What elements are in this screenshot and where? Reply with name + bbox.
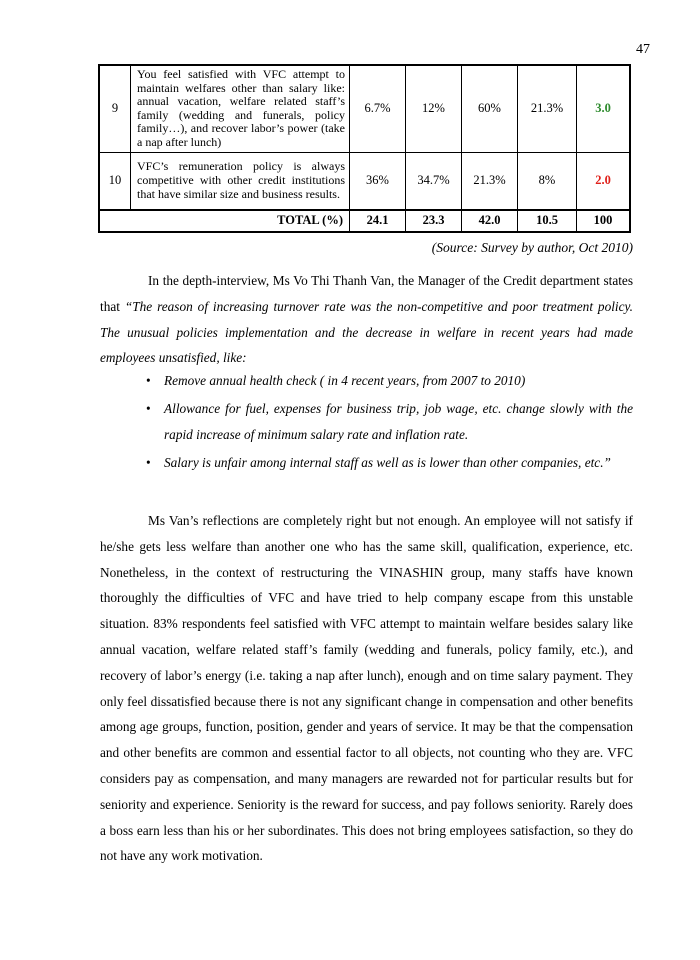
total-v3: 42.0 [462,210,518,232]
cell-strongly-disagree: 6.7% [350,65,406,152]
paragraph-lead: In the depth-interview, Ms Vo Thi Thanh Van, the Manager of the Credit department states that [100,273,633,314]
paragraph-analysis [100,508,633,869]
total-label: TOTAL (%) [99,210,350,232]
table-total-row [99,210,630,232]
bullet-dot-icon: • [146,455,151,470]
total-v4: 10.5 [518,210,577,232]
bullet-dot-icon: • [146,373,151,388]
paragraph-interview [100,268,633,371]
source-note: (Source: Survey by author, Oct 2010) [431,240,633,255]
row-number: 9 [99,65,131,152]
cell-agree: 60% [462,65,518,152]
paragraph-quote: “The reason of increasing turnover rate was the non-competitive and poor treatment policy. The unusual policies implementation and the decrease in welfare in recent years had made employees unsatisfied, like: [100,298,634,366]
row-number: 10 [99,152,131,210]
row-statement: VFC’s remuneration policy is always competitive with other credit institutions that have similar size and business results. [131,152,350,210]
list-item [100,450,633,476]
total-v2: 23.3 [406,210,462,232]
bullet-dot-icon: • [146,401,151,416]
list-item-text: Salary is unfair among internal staff as well as is lower than other companies, etc.” [164,455,611,470]
cell-disagree: 34.7% [406,152,462,210]
cell-mean: 3.0 [577,65,631,152]
page-number: 47 [636,42,650,57]
total-v1: 24.1 [350,210,406,232]
cell-strongly-agree: 21.3% [518,65,577,152]
list-item-text: Allowance for fuel, expenses for business trip, job wage, etc. change slowly with the rapid increase of minimum salary rate and inflation rate. [164,401,633,442]
cell-mean: 2.0 [577,152,631,210]
list-item [100,396,633,448]
bullet-list [100,368,633,476]
cell-agree: 21.3% [462,152,518,210]
table-row [99,152,630,210]
cell-strongly-disagree: 36% [350,152,406,210]
cell-strongly-agree: 8% [518,152,577,210]
table-row [99,65,630,152]
paragraph-analysis-text: Ms Van’s reflections are completely right but not enough. An employee will not satisfy if he/she gets less welfare than another one who has the same skill, qualification, experience, etc. Nonetheless, in the context of restructuring the VINASHIN group, many staffs have known thoroughly the difficulties of VFC and have tried to help company escape from this unstable situation. 83% respondents feel satisfied with VFC attempt to maintain welfare besides salary like annual vacation, welfare related staff’s family (wedding and funerals, policy family, etc.), and recovery of labor’s energy (i.e. taking a nap after lunch), enough and on time salary payment. They only feel dissatisfied because there is not any significant change in compensation and other benefits among age groups, function, position, gender and years of service. It may be that the compensation and other benefits are common and essential factor to all objects, not counting who they are. VFC considers pay as compensation, and many managers are rewarded not for particular results but for seniority and experience. Seniority is the reward for success, and pay follows seniority. Rarely does a boss earn less than his or her subordinates. This does not bring employees satisfaction, so they do not have any work motivation. [100,513,633,864]
list-item [100,368,633,394]
list-item-text: Remove annual health check ( in 4 recent years, from 2007 to 2010) [164,373,526,388]
total-v5: 100 [577,210,631,232]
cell-disagree: 12% [406,65,462,152]
survey-table [98,64,631,233]
row-statement: You feel satisfied with VFC attempt to maintain welfares other than salary like: annual vacation, welfare related staff’s family (wedding and funerals, policy family…), and recover labor’s power (take a nap after lunch) [131,65,350,152]
